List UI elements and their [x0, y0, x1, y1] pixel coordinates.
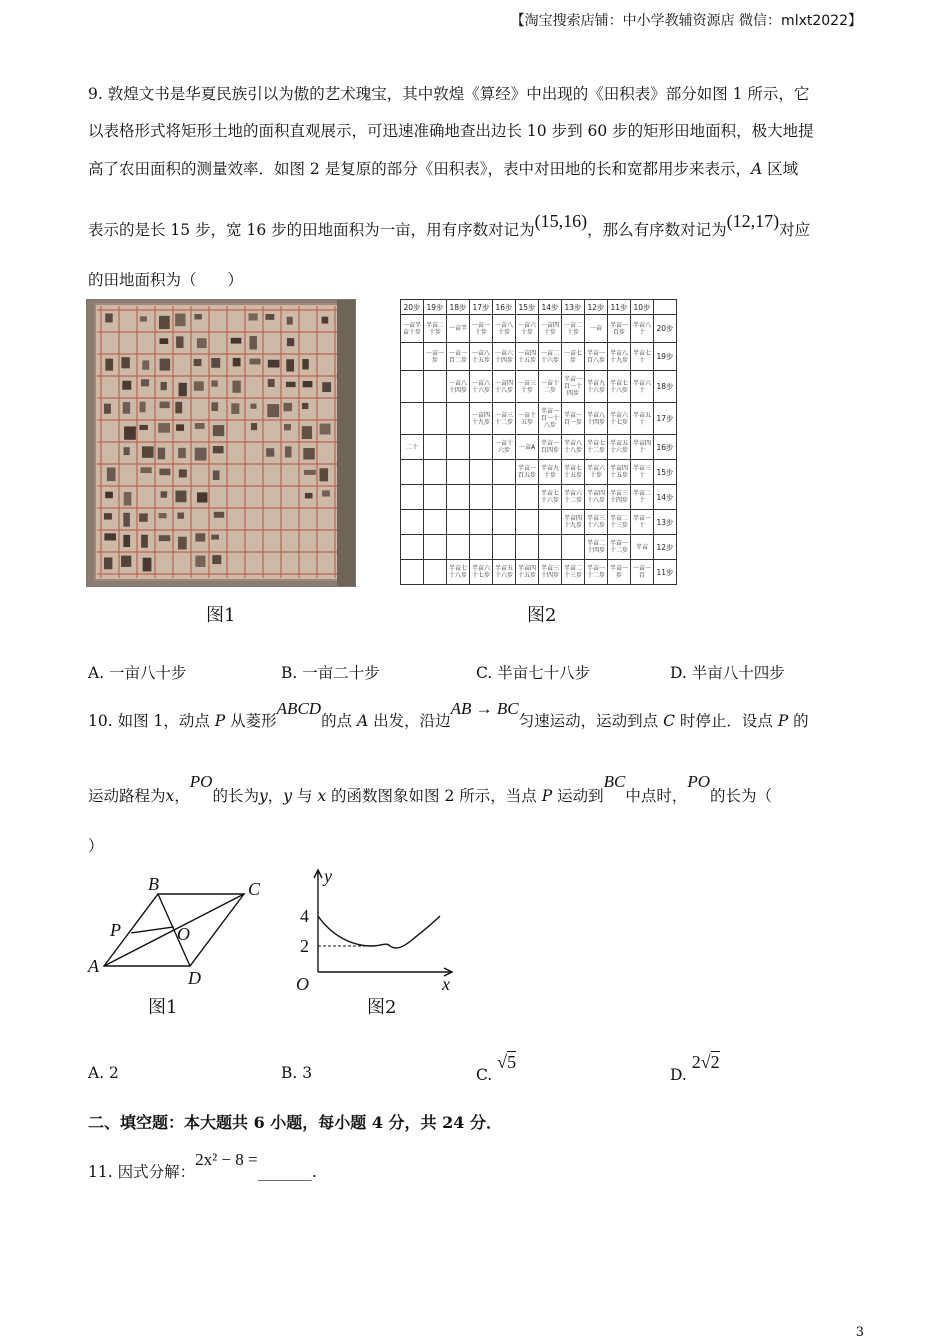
table-row-label: 13步 — [654, 510, 677, 535]
table-cell: 半亩六十七步 — [608, 403, 631, 435]
q10-var-p2: P — [777, 712, 789, 730]
q10-line3: ） — [88, 837, 104, 855]
q9-option-c: C. 半亩七十八步 — [476, 664, 591, 682]
q10-rhombus-name: ABCD — [276, 699, 322, 718]
table-cell: 半亩一百一十四步 — [562, 371, 585, 403]
table-cell — [424, 435, 447, 460]
table-row — [401, 403, 677, 435]
q10-var-y: y — [258, 787, 268, 805]
table-cell — [516, 485, 539, 510]
q11-line — [88, 1148, 317, 1181]
table-cell: 半亩二十四步 — [585, 535, 608, 560]
q9-line3-text: 高了农田面积的测量效率．如图 2 是复原的部分《田积表》，表中对田地的长和宽都用步来表示， — [88, 160, 751, 178]
dunhuang-manuscript-photo — [86, 299, 356, 587]
table-cell: 半亩三十四步 — [608, 485, 631, 510]
table-row — [401, 343, 677, 371]
table-cell: 一亩四十步 — [539, 315, 562, 343]
table-cell: 半亩九十六步 — [585, 371, 608, 403]
q10-l2-c: 的长为 — [212, 787, 259, 805]
function-graph — [292, 864, 462, 994]
table-row — [401, 371, 677, 403]
q10-l1-b: 从菱形 — [225, 712, 277, 730]
table-cell — [424, 485, 447, 510]
q10-var-p3: P — [541, 787, 553, 805]
coef-two: 2 — [691, 1052, 701, 1072]
table-cell: 一亩八十五步 — [470, 343, 493, 371]
table-cell: 一亩十六步 — [493, 435, 516, 460]
q10-option-b: B. 3 — [281, 1064, 313, 1082]
table-cell: 半亩一百四步 — [539, 435, 562, 460]
table-cell: 半亩一百八步 — [585, 343, 608, 371]
q10-option-c — [476, 1052, 517, 1084]
table-cell: 半亩四十五步 — [516, 560, 539, 585]
table-row-label: 11步 — [654, 560, 677, 585]
table-cell — [424, 403, 447, 435]
table-cell: 半亩四十八步 — [585, 485, 608, 510]
table-cell: 一亩一百二步 — [447, 343, 470, 371]
table-row-label: 14步 — [654, 485, 677, 510]
q10-seg-bc: BC — [603, 772, 626, 791]
table-cell — [447, 460, 470, 485]
q9-option-a: A. 一亩八十步 — [88, 664, 187, 682]
rhombus-label-p: P — [110, 920, 121, 940]
q10-l2-i: 的长为（ — [710, 787, 773, 805]
table-header-cell: 16步 — [493, 300, 516, 315]
sqrt-five: 5 — [507, 1052, 517, 1072]
rhombus-label-b: B — [148, 874, 159, 894]
table-row — [401, 510, 677, 535]
table-header-cell: 13步 — [562, 300, 585, 315]
q10-var-x: x — [165, 787, 175, 805]
sqrt-two: 2 — [710, 1052, 720, 1072]
table-row — [401, 485, 677, 510]
graph-label-y: y — [324, 866, 332, 886]
table-cell: 半亩六十 — [631, 371, 654, 403]
q9-line3 — [88, 157, 798, 179]
rhombus-label-o: O — [177, 924, 190, 944]
q10-seg-po2: PO — [687, 772, 710, 791]
q10-line1 — [88, 697, 809, 730]
table-cell: 半亩八十四步 — [585, 403, 608, 435]
q10-var-x2: x — [317, 787, 327, 805]
table-cell — [401, 485, 424, 510]
q9-line4-end: 对应 — [779, 221, 811, 239]
table-cell: 半亩五十 — [631, 403, 654, 435]
table-cell: 半亩八十八步 — [562, 435, 585, 460]
table-cell: 半亩七十五步 — [562, 460, 585, 485]
table-cell: 半亩一十二步 — [608, 535, 631, 560]
table-cell: 半亩六十七步 — [470, 560, 493, 585]
table-row — [401, 535, 677, 560]
table-cell: 半亩一百五步 — [516, 460, 539, 485]
table-cell: 一亩四十八步 — [493, 371, 516, 403]
page-number: 3 — [855, 1325, 864, 1340]
table-cell: 半亩六十二步 — [562, 485, 585, 510]
table-header-cell: 18步 — [447, 300, 470, 315]
table-cell: 一亩四十五步 — [516, 343, 539, 371]
q10-l2-b: ， — [174, 787, 190, 805]
table-header-cell: 15步 — [516, 300, 539, 315]
table-cell: 半亩二十步 — [424, 315, 447, 343]
table-cell: 半亩五十六步 — [493, 560, 516, 585]
table-row-label: 19步 — [654, 343, 677, 371]
q9-line1: 9. 敦煌文书是华夏民族引以为傲的艺术瑰宝，其中敦煌《算经》中出现的《田积表》部分如图 1 所示，它 — [88, 85, 810, 103]
q10-option-d — [670, 1052, 720, 1084]
q9-line4-mid: ，那么有序数对记为 — [587, 221, 727, 239]
table-cell — [401, 343, 424, 371]
table-cell: 半亩一十二步 — [585, 560, 608, 585]
table-cell — [424, 510, 447, 535]
table-header-cell: 12步 — [585, 300, 608, 315]
q10-l1-e: 匀速运动，运动到点 — [518, 712, 664, 730]
table-cell: 半亩二十 — [631, 485, 654, 510]
table-header-cell: 11步 — [608, 300, 631, 315]
table-cell — [424, 371, 447, 403]
table-row-label: 12步 — [654, 535, 677, 560]
table-cell: 半亩三十六步 — [585, 510, 608, 535]
table-row-label: 20步 — [654, 315, 677, 343]
table-cell — [470, 485, 493, 510]
table-cell: 半亩一十 — [631, 510, 654, 535]
q9-pair-12-17: (12,17) — [726, 211, 780, 231]
q10-l1-c: 的点 — [321, 712, 357, 730]
q10-l2-g: 运动到 — [552, 787, 604, 805]
q11-prefix: 11. 因式分解： — [88, 1163, 196, 1181]
table-cell: 一亩八十步 — [493, 315, 516, 343]
q9-line3-end: 区域 — [762, 160, 799, 178]
table-cell — [516, 535, 539, 560]
table-cell: 一亩十二步 — [539, 371, 562, 403]
table-cell: 半亩 — [631, 535, 654, 560]
graph-tick-2: 2 — [300, 936, 309, 956]
q10-var-y2: y — [283, 787, 293, 805]
q10-var-c: C — [663, 712, 675, 730]
q10-l1-a: 10. 如图 1，动点 — [88, 712, 215, 730]
table-cell: 半亩四十九步 — [562, 510, 585, 535]
table-cell: 半亩七十六步 — [539, 485, 562, 510]
graph-tick-4: 4 — [300, 906, 309, 926]
rhombus-label-a: A — [88, 956, 99, 976]
q10-var-a: A — [357, 712, 369, 730]
q10-option-c-math: √5 — [497, 1052, 517, 1072]
table-row — [401, 435, 677, 460]
q10-l2-a: 运动路程为 — [88, 787, 166, 805]
table-row-label: 16步 — [654, 435, 677, 460]
table-cell — [401, 560, 424, 585]
table-cell: 一亩半亩十步 — [401, 315, 424, 343]
q9-fig2-caption: 图2 — [527, 605, 557, 626]
table-cell: 一亩七步 — [562, 343, 585, 371]
table-cell: 半亩四十 — [631, 435, 654, 460]
table-cell — [470, 460, 493, 485]
table-cell — [447, 485, 470, 510]
q9-var-a: A — [750, 160, 763, 178]
rhombus-figure — [80, 872, 280, 987]
table-cell: 半亩三十 — [631, 460, 654, 485]
q10-path: AB → BC — [450, 699, 519, 718]
table-cell — [539, 535, 562, 560]
table-cell: 半亩一百一步 — [562, 403, 585, 435]
q10-fig1-caption: 图1 — [148, 997, 178, 1018]
q9-option-d: D. 半亩八十四步 — [670, 664, 785, 682]
rhombus-label-c: C — [248, 879, 261, 899]
table-cell: 一亩 — [585, 315, 608, 343]
table-row — [401, 460, 677, 485]
table-cell: 一亩一步 — [424, 343, 447, 371]
table-cell: 一亩六十六步 — [470, 371, 493, 403]
table-cell: 半亩七十 — [631, 343, 654, 371]
table-cell: 一亩三十步 — [516, 371, 539, 403]
q9-line2: 以表格形式将矩形土地的面积直观展示，可迅速准确地查出边长 10 步到 60 步的矩形田地面积，极大地提 — [88, 122, 814, 140]
q10-line2 — [88, 770, 773, 805]
table-header-cell: 20步 — [401, 300, 424, 315]
table-cell — [424, 560, 447, 585]
table-cell: 一亩六十四步 — [493, 343, 516, 371]
q9-line4 — [88, 210, 811, 239]
table-cell: 半亩八十 — [631, 315, 654, 343]
q10-option-d-prefix: D. — [670, 1066, 687, 1084]
q11-expression: 2x² − 8 = — [195, 1150, 258, 1169]
table-cell: 半亩九十步 — [539, 460, 562, 485]
table-cell: 半亩八十九步 — [608, 343, 631, 371]
table-cell — [447, 510, 470, 535]
q10-l1-g: 的 — [788, 712, 809, 730]
q9-line5: 的田地面积为（ ） — [88, 271, 244, 289]
table-cell: 一亩十五步 — [516, 403, 539, 435]
table-row — [401, 315, 677, 343]
table-cell — [470, 510, 493, 535]
table-cell: 半亩一百步 — [608, 315, 631, 343]
table-cell — [401, 403, 424, 435]
table-cell — [424, 535, 447, 560]
q10-option-d-math: 2√2 — [691, 1052, 720, 1072]
table-header-row — [401, 300, 677, 315]
section-2-heading: 二、填空题：本大题共 6 小题，每小题 4 分，共 24 分． — [88, 1113, 502, 1132]
q10-l2-e: 与 — [292, 787, 318, 805]
table-cell: 一亩四十九步 — [470, 403, 493, 435]
table-cell: 一亩三十二步 — [493, 403, 516, 435]
q10-l2-d: ， — [267, 787, 284, 805]
table-cell — [493, 535, 516, 560]
table-cell: 半亩二十三步 — [562, 560, 585, 585]
table-cell: 半亩三十四步 — [539, 560, 562, 585]
tian-ji-table — [400, 299, 677, 585]
table-row-label: 17步 — [654, 403, 677, 435]
table-cell — [470, 535, 493, 560]
q10-fig2-caption: 图2 — [367, 997, 397, 1018]
table-cell: 半亩四十五步 — [608, 460, 631, 485]
table-cell — [493, 510, 516, 535]
table-cell: 半亩七十八步 — [608, 371, 631, 403]
table-cell — [493, 485, 516, 510]
q9-fig1-caption: 图1 — [206, 605, 236, 626]
table-cell — [424, 460, 447, 485]
q10-l1-f: 时停止．设点 — [674, 712, 778, 730]
q10-var-p: P — [214, 712, 226, 730]
table-cell — [447, 535, 470, 560]
q9-pair-15-16: (15,16) — [534, 211, 588, 231]
q10-seg-po: PO — [189, 772, 213, 791]
table-cell: 一亩二十六步 — [539, 343, 562, 371]
table-cell — [401, 460, 424, 485]
q9-option-b: B. 一亩二十步 — [281, 664, 380, 682]
table-cell — [493, 460, 516, 485]
table-cell: 一亩A — [516, 435, 539, 460]
table-cell: 半亩七十二步 — [585, 435, 608, 460]
graph-label-origin: O — [296, 974, 309, 994]
table-cell — [516, 510, 539, 535]
q10-l1-d: 出发，沿边 — [368, 712, 451, 730]
table-cell: 半亩一百一十八步 — [539, 403, 562, 435]
q11-blank: _______ — [257, 1163, 312, 1181]
table-cell: 半亩一步 — [608, 560, 631, 585]
table-cell — [401, 371, 424, 403]
table-cell — [447, 403, 470, 435]
q10-option-a: A. 2 — [88, 1064, 119, 1082]
table-cell: 一亩一十步 — [470, 315, 493, 343]
table-cell: 一亩八十四步 — [447, 371, 470, 403]
table-cell — [401, 535, 424, 560]
table-row — [401, 560, 677, 585]
table-cell: 半亩七十八步 — [447, 560, 470, 585]
q10-option-c-prefix: C. — [476, 1066, 493, 1084]
table-cell: 二十 — [401, 435, 424, 460]
table-cell: 一亩半 — [447, 315, 470, 343]
table-cell: 一亩六十步 — [516, 315, 539, 343]
table-cell: 一亩一百 — [631, 560, 654, 585]
rhombus-label-d: D — [188, 968, 201, 987]
table-header-cell: 14步 — [539, 300, 562, 315]
table-header-cell: 17步 — [470, 300, 493, 315]
table-cell — [562, 535, 585, 560]
table-cell — [470, 435, 493, 460]
q11-end: . — [311, 1163, 317, 1181]
table-cell: 半亩六十步 — [585, 460, 608, 485]
table-row-label: 15步 — [654, 460, 677, 485]
table-cell — [447, 435, 470, 460]
table-cell: 半亩五十六步 — [608, 435, 631, 460]
table-header-cell: 19步 — [424, 300, 447, 315]
graph-label-x: x — [442, 974, 450, 994]
table-cell: 一亩二十步 — [562, 315, 585, 343]
table-header-cell — [654, 300, 677, 315]
table-row-label: 18步 — [654, 371, 677, 403]
q9-line4-text: 表示的是长 15 步，宽 16 步的田地面积为一亩，用有序数对记为 — [88, 221, 535, 239]
q10-l2-f: 的函数图象如图 2 所示，当点 — [326, 787, 542, 805]
table-header-cell: 10步 — [631, 300, 654, 315]
table-cell: 半亩二十三步 — [608, 510, 631, 535]
page-header: 【淘宝搜索店铺：中小学教辅资源店 微信：mlxt2022】 — [510, 13, 862, 29]
table-cell — [401, 510, 424, 535]
table-cell — [539, 510, 562, 535]
q10-l2-h: 中点时， — [625, 787, 688, 805]
